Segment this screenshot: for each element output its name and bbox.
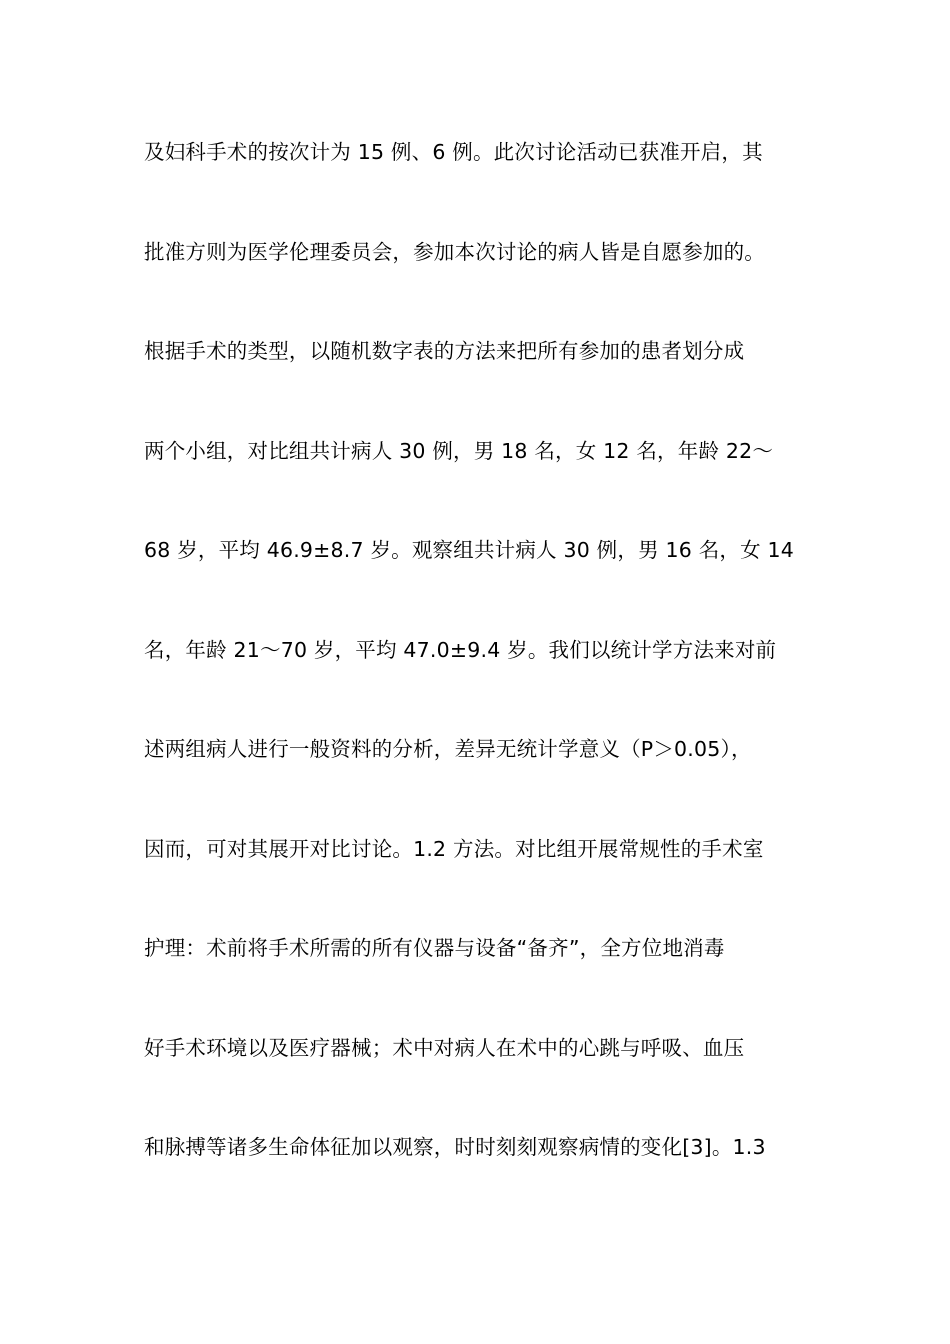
text-line: 述两组病人进行一般资料的分析，差异无统计学意义（P＞0.05）， [144, 737, 752, 761]
text-line: 因而，可对其展开对比讨论。1.2 方法。对比组开展常规性的手术室 [144, 836, 764, 861]
text-line: 护理：术前将手术所需的所有仪器与设备“备齐”，全方位地消毒 [144, 936, 725, 960]
text-line: 两个小组，对比组共计病人 30 例，男 18 名，女 12 名，年龄 22～ [144, 438, 774, 463]
text-line: 和脉搏等诸多生命体征加以观察，时时刻刻观察病情的变化[3]。1.3 [144, 1135, 766, 1159]
text-line: 及妇科手术的按次计为 15 例、6 例。此次讨论活动已获准开启，其 [144, 140, 763, 164]
text-line: 批准方则为医学伦理委员会，参加本次讨论的病人皆是自愿参加的。 [144, 239, 765, 264]
text-line: 名，年龄 21～70 岁，平均 47.0±9.4 岁。我们以统计学方法来对前 [144, 637, 777, 662]
text-line: 68 岁，平均 46.9±8.7 岁。观察组共计病人 30 例，男 16 名，女 14 [144, 538, 794, 562]
body-text [144, 130, 824, 1225]
text-line: 好手术环境以及医疗器械；术中对病人在术中的心跳与呼吸、血压 [144, 1035, 745, 1060]
text-line: 根据手术的类型，以随机数字表的方法来把所有参加的患者划分成 [144, 339, 745, 363]
